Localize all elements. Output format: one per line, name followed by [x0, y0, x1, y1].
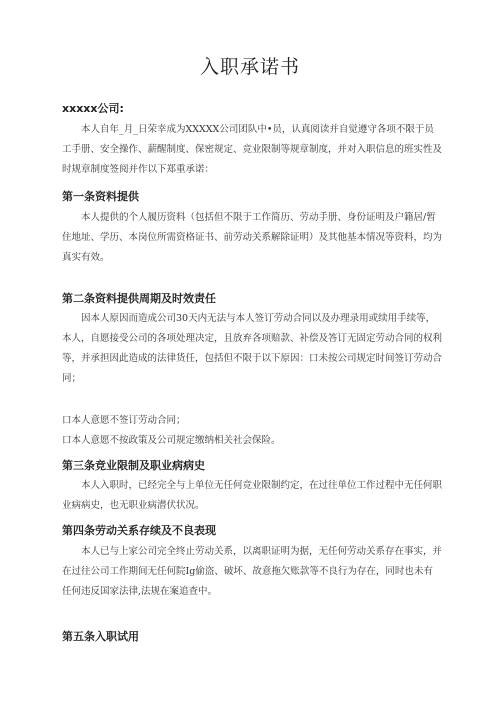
section-5-heading: 第五条入职试用 [62, 630, 139, 643]
intro-paragraph [62, 120, 442, 180]
section-2-option-1: 口本人意愿不签订劳动合同； [62, 415, 186, 426]
section-4-text: 本人已与上家公司完全终止劳动关系，以离职证明为据，无任何劳动关系存在事实，并在过往公司工作期间无任何院Ig偷盗、破坏、故意拖欠账款等不良行为存在，同时也未有任何违反国家法律,法规在案追查中。 [62, 546, 443, 597]
section-3-heading: 第三条竞业限制及职业病病史 [62, 459, 205, 472]
section-3-body [62, 476, 442, 516]
section-2-text: 因本人原因而造成公司30天内无法与本人签订劳动合同以及办理录用或续用手续等，本人，自愿接受公司的各项处理决定，且放弃各项赔款、补偿及答订无固定劳动合同的权利等，并承担因此造成的法律货任，包括但不限于以下原因：口未按公司规定时间签订劳动合同； [62, 313, 443, 384]
salutation: xxxxx公司: [62, 102, 124, 115]
section-4-heading: 第四条劳动关系存续及不良表现 [62, 524, 216, 537]
section-3-text: 本人入职时，已经完全与上单位无任何竞业限制约定，在过往单位工作过程中无任何职业病病史，也无职业病潜伏状况。 [62, 480, 443, 511]
section-2-option-2: 口本人意愿不按政策及公司规定缴纳相关社会保险。 [62, 435, 281, 446]
section-2-heading: 第二条资料提供周期及时效责任 [62, 292, 216, 305]
intro-text: 本人自年_月_日荣幸成为XXXXX公司团队中•员，认真阅读并自觉遵守各项不限于员工手册、安全操作、薪醒制度、保密规定、竞业限制等规章制度，并对入职信息的班实性及时规章制度签阅并作以下郑重承诺： [62, 124, 443, 175]
section-1-text: 本人提供的个人履历资料（包括但不限于工作简历、劳动手册、身份证明及户籍居/暂住地址、学历、本岗位所需资格证书、前劳动关系解除证明）及其他基本情况等资料，均为真实有效。 [62, 212, 443, 263]
section-1-body [62, 208, 442, 268]
section-1-heading: 第一条资料提供 [62, 190, 139, 203]
document-title: 入职承诺书 [199, 56, 300, 78]
section-2-body [62, 309, 442, 389]
section-4-body [62, 542, 442, 602]
